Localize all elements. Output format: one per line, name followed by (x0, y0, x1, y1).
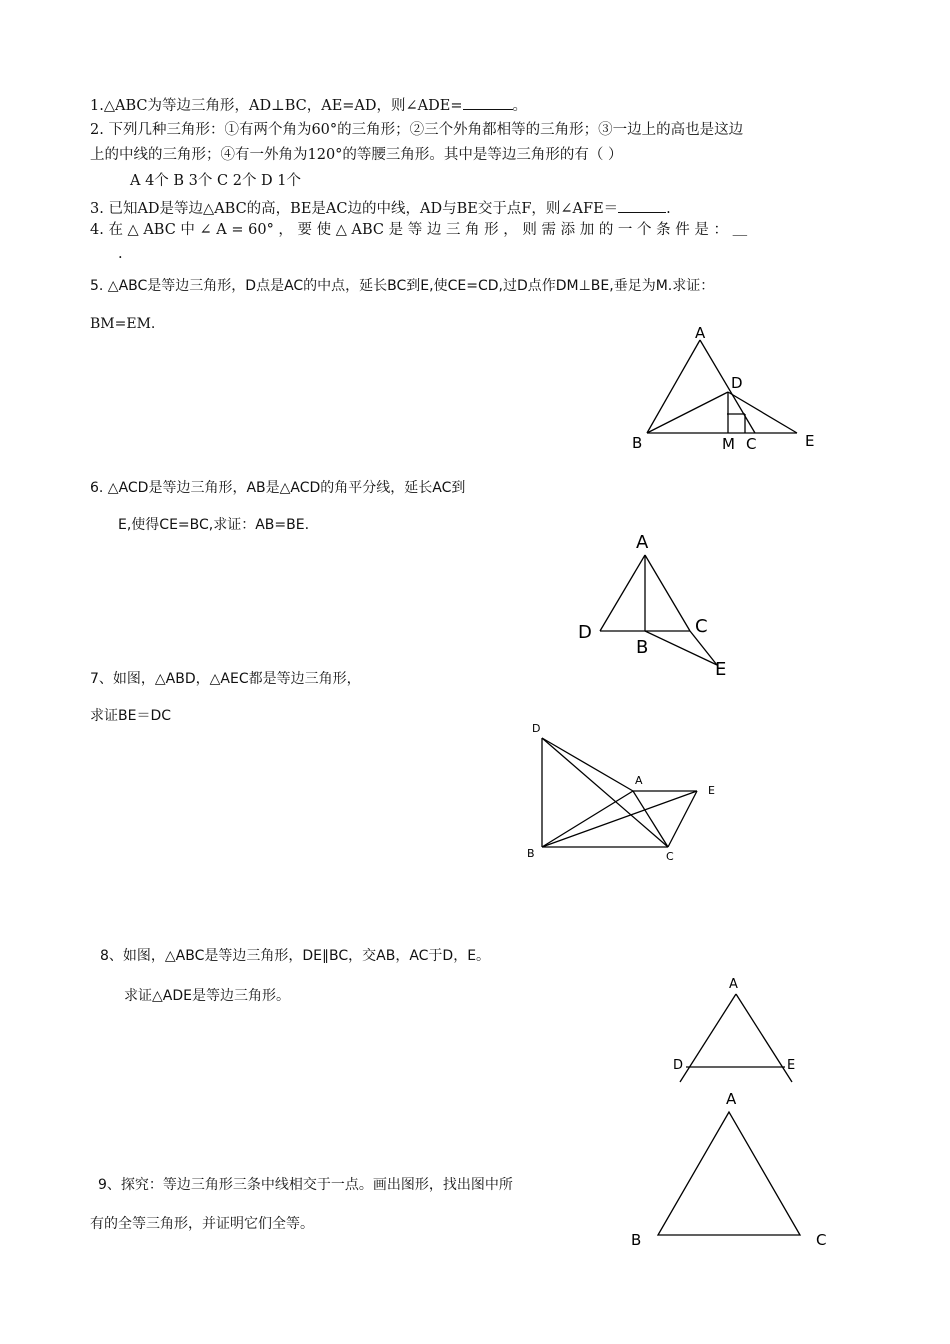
question-4-end: . (118, 246, 123, 262)
label-E: E (715, 659, 727, 680)
label-B: B (636, 637, 649, 658)
question-5-line-2: BM=EM. (90, 316, 156, 332)
label-C: C (666, 850, 674, 863)
label-A: A (726, 1090, 737, 1108)
label-A: A (729, 977, 738, 992)
question-4: 4. 在 △ ABC 中 ∠ A = 60° ， 要 使 △ ABC 是 等 边 三 角 形 ， 则 需 添 加 的 一 个 条 件 是 ： ＿ (90, 222, 748, 238)
figure-9 (620, 1085, 840, 1255)
answer-blank (463, 95, 513, 110)
label-D: D (532, 722, 541, 735)
question-7-line-1: 7、如图，△ABD，△AEC都是等边三角形， (90, 671, 361, 687)
label-D: D (578, 622, 592, 643)
label-E: E (708, 784, 715, 797)
question-1: 1.△ABC为等边三角形，AD⊥BC，AE=AD，则∠ADE= 。 (90, 95, 527, 116)
question-3: 3. 已知AD是等边△ABC的高，BE是AC边的中线，AD与BE交于点F，则∠AFE＝ . (90, 198, 671, 219)
label-A: A (636, 532, 649, 553)
figure-5 (615, 318, 825, 458)
figure-8 (660, 972, 810, 1092)
label-A: A (695, 324, 706, 342)
question-6-line-2: E,使得CE=BC,求证：AB=BE. (118, 517, 310, 533)
label-C: C (746, 435, 757, 453)
figure-7 (520, 718, 730, 868)
question-2-line-2: 上的中线的三角形；④有一外角为120°的等腰三角形。其中是等边三角形的有（ ） (90, 147, 623, 163)
question-9-line-1: 9、探究：等边三角形三条中线相交于一点。画出图形，找出图中所 (98, 1177, 513, 1193)
question-8-line-2: 求证△ADE是等边三角形。 (124, 988, 290, 1004)
label-A: A (635, 774, 643, 787)
question-6-line-1: 6. △ACD是等边三角形，AB是△ACD的角平分线，延长AC到 (90, 480, 466, 496)
question-7-line-2: 求证BE＝DC (90, 708, 172, 724)
label-B: B (631, 1231, 642, 1249)
label-D: D (673, 1058, 684, 1073)
label-D: D (731, 374, 743, 392)
label-B: B (632, 434, 643, 452)
label-C: C (816, 1231, 827, 1249)
label-M: M (722, 435, 735, 453)
label-E: E (805, 432, 815, 450)
question-5-line-1: 5. △ABC是等边三角形，D点是AC的中点，延长BC到E,使CE=CD,过D点作DM⊥BE,垂足为M.求证： (90, 278, 715, 294)
question-2-options: A 4个 B 3个 C 2个 D 1个 (130, 173, 302, 189)
label-B: B (527, 847, 535, 860)
label-E: E (787, 1058, 796, 1073)
question-9-line-2: 有的全等三角形，并证明它们全等。 (90, 1216, 314, 1232)
question-2-line-1: 2. 下列几种三角形：①有两个角为60°的三角形；②三个外角都相等的三角形；③一边上的高也是这边 (90, 122, 744, 138)
label-C: C (695, 616, 708, 637)
figure-6 (570, 528, 750, 683)
question-8-line-1: 8、如图，△ABC是等边三角形，DE∥BC，交AB，AC于D，E。 (100, 948, 491, 964)
answer-blank (618, 198, 666, 213)
